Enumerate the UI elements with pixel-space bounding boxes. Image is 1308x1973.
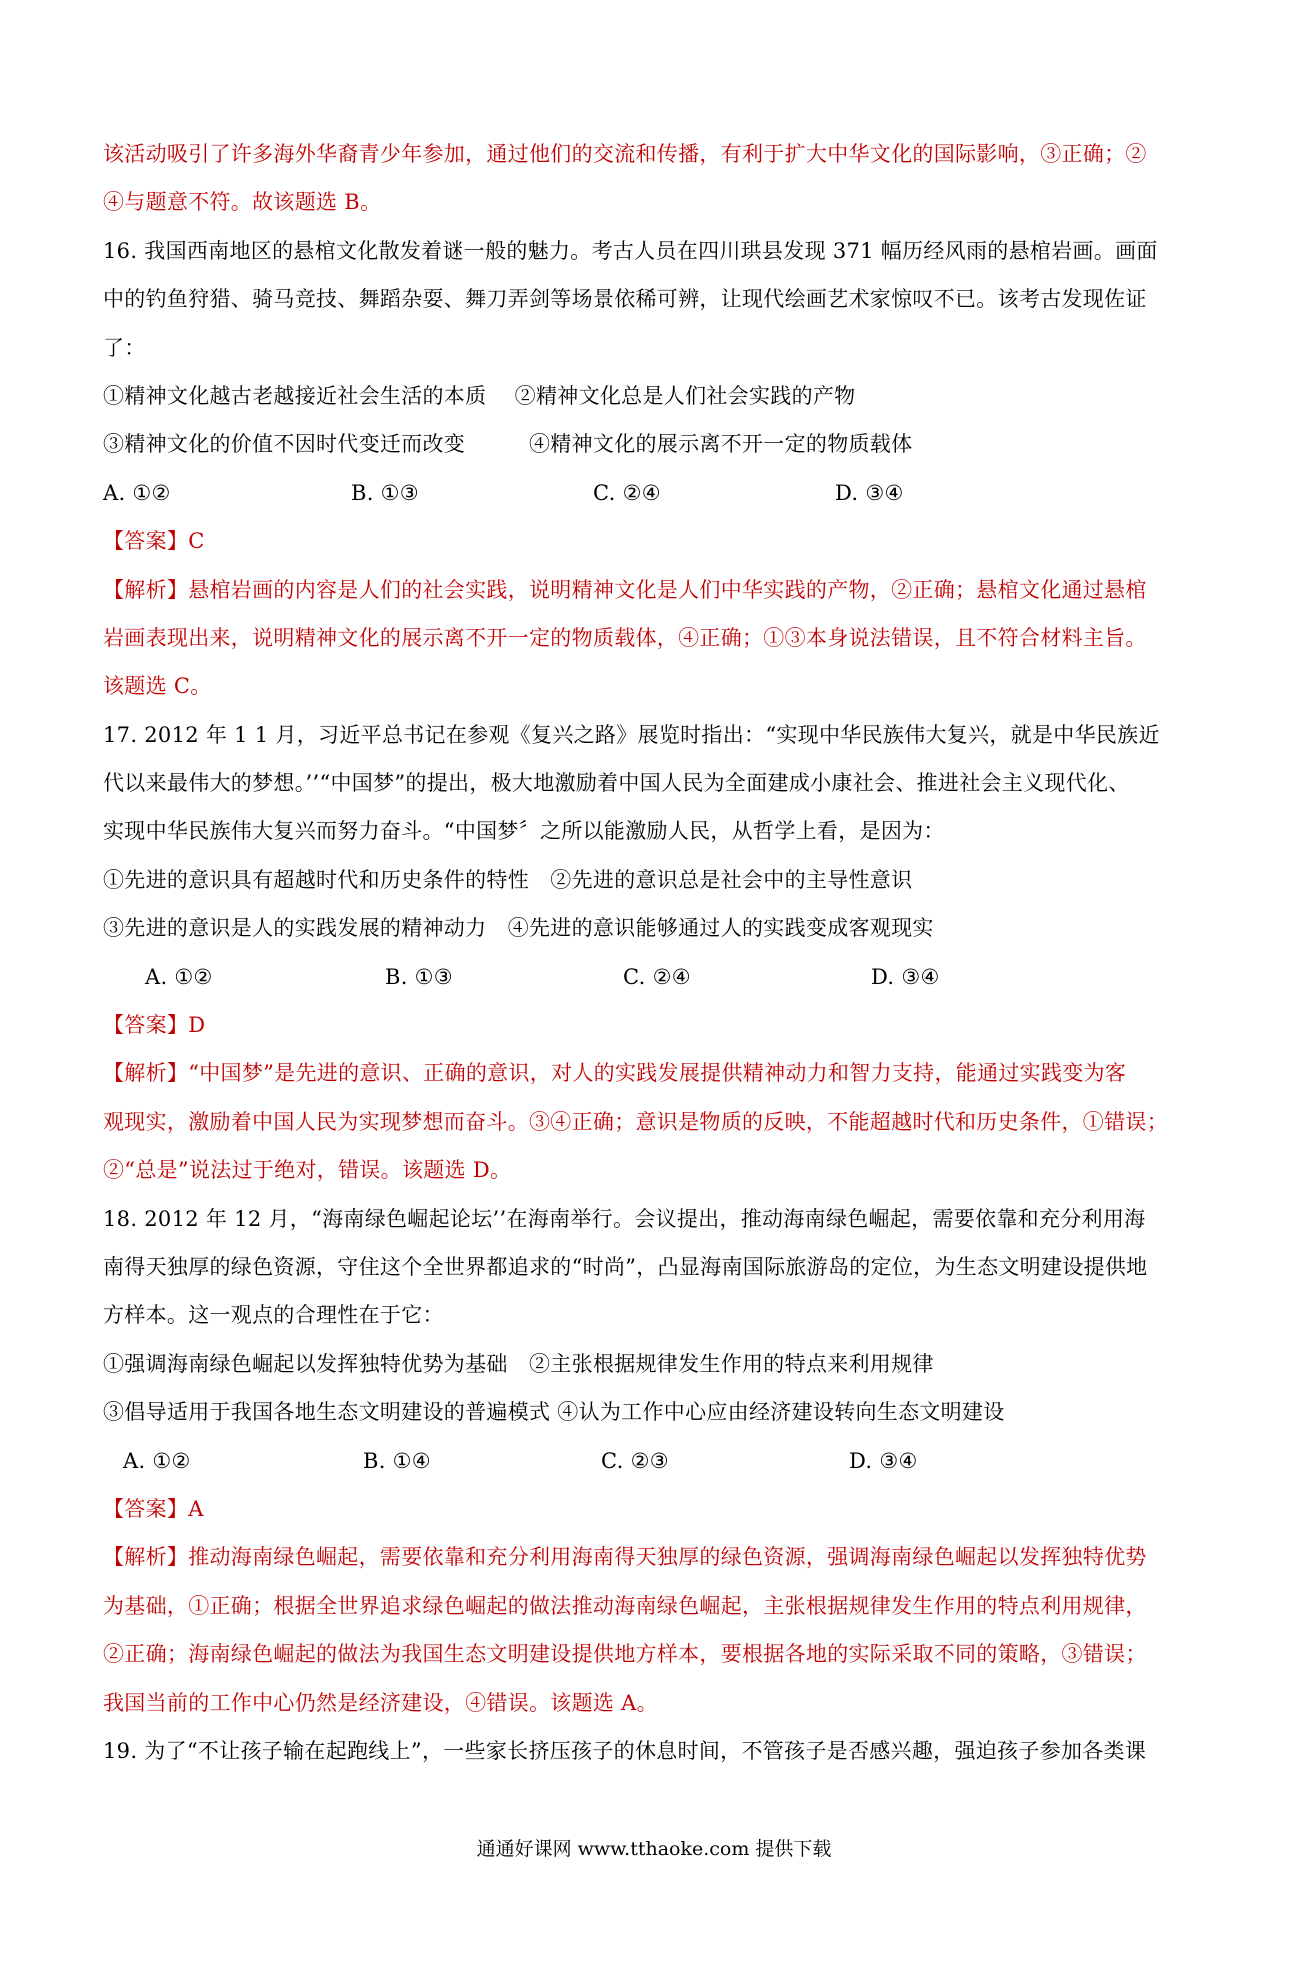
option-d: D. ③④	[871, 964, 940, 989]
option-b: B. ①③	[385, 964, 453, 989]
question-stem-line: 中的钓鱼狩猎、骑马竞技、舞蹈杂耍、舞刀弄剑等场景依稀可辨，让现代绘画艺术家惊叹不已。该考古发现佐证	[103, 287, 1147, 312]
statement-line: ①精神文化越古老越接近社会生活的本质 ②精神文化总是人们社会实践的产物	[103, 383, 856, 408]
option-b: B. ①④	[363, 1448, 431, 1473]
options-row	[103, 469, 1183, 517]
analysis-line: ②正确；海南绿色崛起的做法为我国生态文明建设提供地方样本，要根据各地的实际采取不同的策略，③错误；	[103, 1642, 1147, 1667]
answer-value: A	[188, 1496, 204, 1521]
question-17	[103, 711, 1183, 1195]
question-18	[103, 1195, 1183, 1727]
analysis-line: 【解析】悬棺岩画的内容是人们的社会实践，说明精神文化是人们中华实践的产物，②正确；悬棺文化通过悬棺	[103, 577, 1147, 602]
statement-line: ③先进的意识是人的实践发展的精神动力 ④先进的意识能够通过人的实践变成客观现实	[103, 916, 934, 941]
answer-line	[103, 1001, 1183, 1049]
analysis-line: ④与题意不符。故该题选 B。	[103, 190, 382, 215]
statement-line: ①先进的意识具有超越时代和历史条件的特性 ②先进的意识总是社会中的主导性意识	[103, 867, 913, 892]
analysis-line: 岩画表现出来，说明精神文化的展示离不开一定的物质载体，④正确；①③本身说法错误，且不符合材料主旨。	[103, 625, 1147, 650]
analysis-line: 【解析】“中国梦”是先进的意识、正确的意识，对人的实践发展提供精神动力和智力支持，能通过实践变为客	[103, 1061, 1127, 1086]
analysis-line: 【解析】推动海南绿色崛起，需要依靠和充分利用海南得天独厚的绿色资源，强调海南绿色崛起以发挥独特优势	[103, 1545, 1147, 1570]
option-d: D. ③④	[849, 1448, 918, 1473]
answer-value: D	[188, 1013, 206, 1038]
option-a: A. ①②	[103, 480, 171, 505]
question-stem-line: 了：	[103, 335, 146, 360]
analysis-tag: 【解析】	[103, 1545, 189, 1570]
analysis-line: 我国当前的工作中心仍然是经济建设，④错误。该题选 A。	[103, 1690, 658, 1715]
page-content	[103, 130, 1183, 1775]
question-stem-line: 实现中华民族伟大复兴而努力奋斗。“中国梦〞之所以能激励人民，从哲学上看，是因为：	[103, 819, 945, 844]
page-footer: 通通好课网 www.tthaoke.com 提供下载	[476, 1838, 832, 1860]
answer-line	[103, 517, 1183, 565]
analysis-tag: 【解析】	[103, 1061, 189, 1086]
question-16	[103, 227, 1183, 711]
question-stem-line: 19. 为了“不让孩子输在起跑线上”，一些家长挤压孩子的休息时间，不管孩子是否感兴趣，强迫孩子参加各类课	[103, 1738, 1147, 1763]
option-a: A. ①②	[145, 964, 213, 989]
options-row	[103, 953, 1183, 1001]
analysis-line: 为基础，①正确；根据全世界追求绿色崛起的做法推动海南绿色崛起，主张根据规律发生作用的特点利用规律，	[103, 1593, 1147, 1618]
question-19	[103, 1727, 1183, 1775]
option-c: C. ②④	[593, 480, 661, 505]
analysis-line: 观现实，激励着中国人民为实现梦想而奋斗。③④正确；意识是物质的反映，不能超越时代和历史条件，①错误；	[103, 1109, 1168, 1134]
options-row	[103, 1437, 1183, 1485]
answer-value: C	[188, 529, 205, 554]
analysis-tag: 【解析】	[103, 577, 189, 602]
question-stem-line: 代以来最伟大的梦想。’’“中国梦”的提出，极大地激励着中国人民为全面建成小康社会、推进社会主义现代化、	[103, 771, 1130, 796]
statement-line: ③倡导适用于我国各地生态文明建设的普遍模式 ④认为工作中心应由经济建设转向生态文明建设	[103, 1400, 1005, 1425]
question-stem-line: 17. 2012 年 1 1 月，习近平总书记在参观《复兴之路》展览时指出：“实现中华民族伟大复兴，就是中华民族近	[103, 722, 1160, 747]
question-stem-line: 16. 我国西南地区的悬棺文化散发着谜一般的魅力。考古人员在四川珙县发现 371 幅历经风雨的悬棺岩画。画面	[103, 238, 1158, 263]
question-stem-line: 南得天独厚的绿色资源，守住这个全世界都追求的“时尚”，凸显海南国际旅游岛的定位，为生态文明建设提供地	[103, 1254, 1148, 1279]
option-c: C. ②④	[623, 964, 691, 989]
analysis-line: ②“总是”说法过于绝对，错误。该题选 D。	[103, 1158, 512, 1183]
option-b: B. ①③	[351, 480, 419, 505]
answer-line	[103, 1485, 1183, 1533]
option-d: D. ③④	[835, 480, 904, 505]
option-a: A. ①②	[123, 1448, 191, 1473]
answer-tag: 【答案】	[103, 1013, 189, 1038]
question-stem-line: 方样本。这一观点的合理性在于它：	[103, 1303, 444, 1328]
option-c: C. ②③	[601, 1448, 669, 1473]
analysis-line: 该活动吸引了许多海外华裔青少年参加，通过他们的交流和传播，有利于扩大中华文化的国际影响，③正确；②	[103, 142, 1147, 166]
answer-tag: 【答案】	[103, 529, 189, 554]
question-stem-line: 18. 2012 年 12 月，“海南绿色崛起论坛’’在海南举行。会议提出，推动海南绿色崛起，需要依靠和充分利用海	[103, 1206, 1146, 1231]
answer-tag: 【答案】	[103, 1496, 189, 1521]
analysis-line: 该题选 C。	[103, 674, 212, 699]
statement-line: ①强调海南绿色崛起以发挥独特优势为基础 ②主张根据规律发生作用的特点来利用规律	[103, 1351, 934, 1376]
statement-line: ③精神文化的价值不因时代变迁而改变 ④精神文化的展示离不开一定的物质载体	[103, 432, 913, 457]
